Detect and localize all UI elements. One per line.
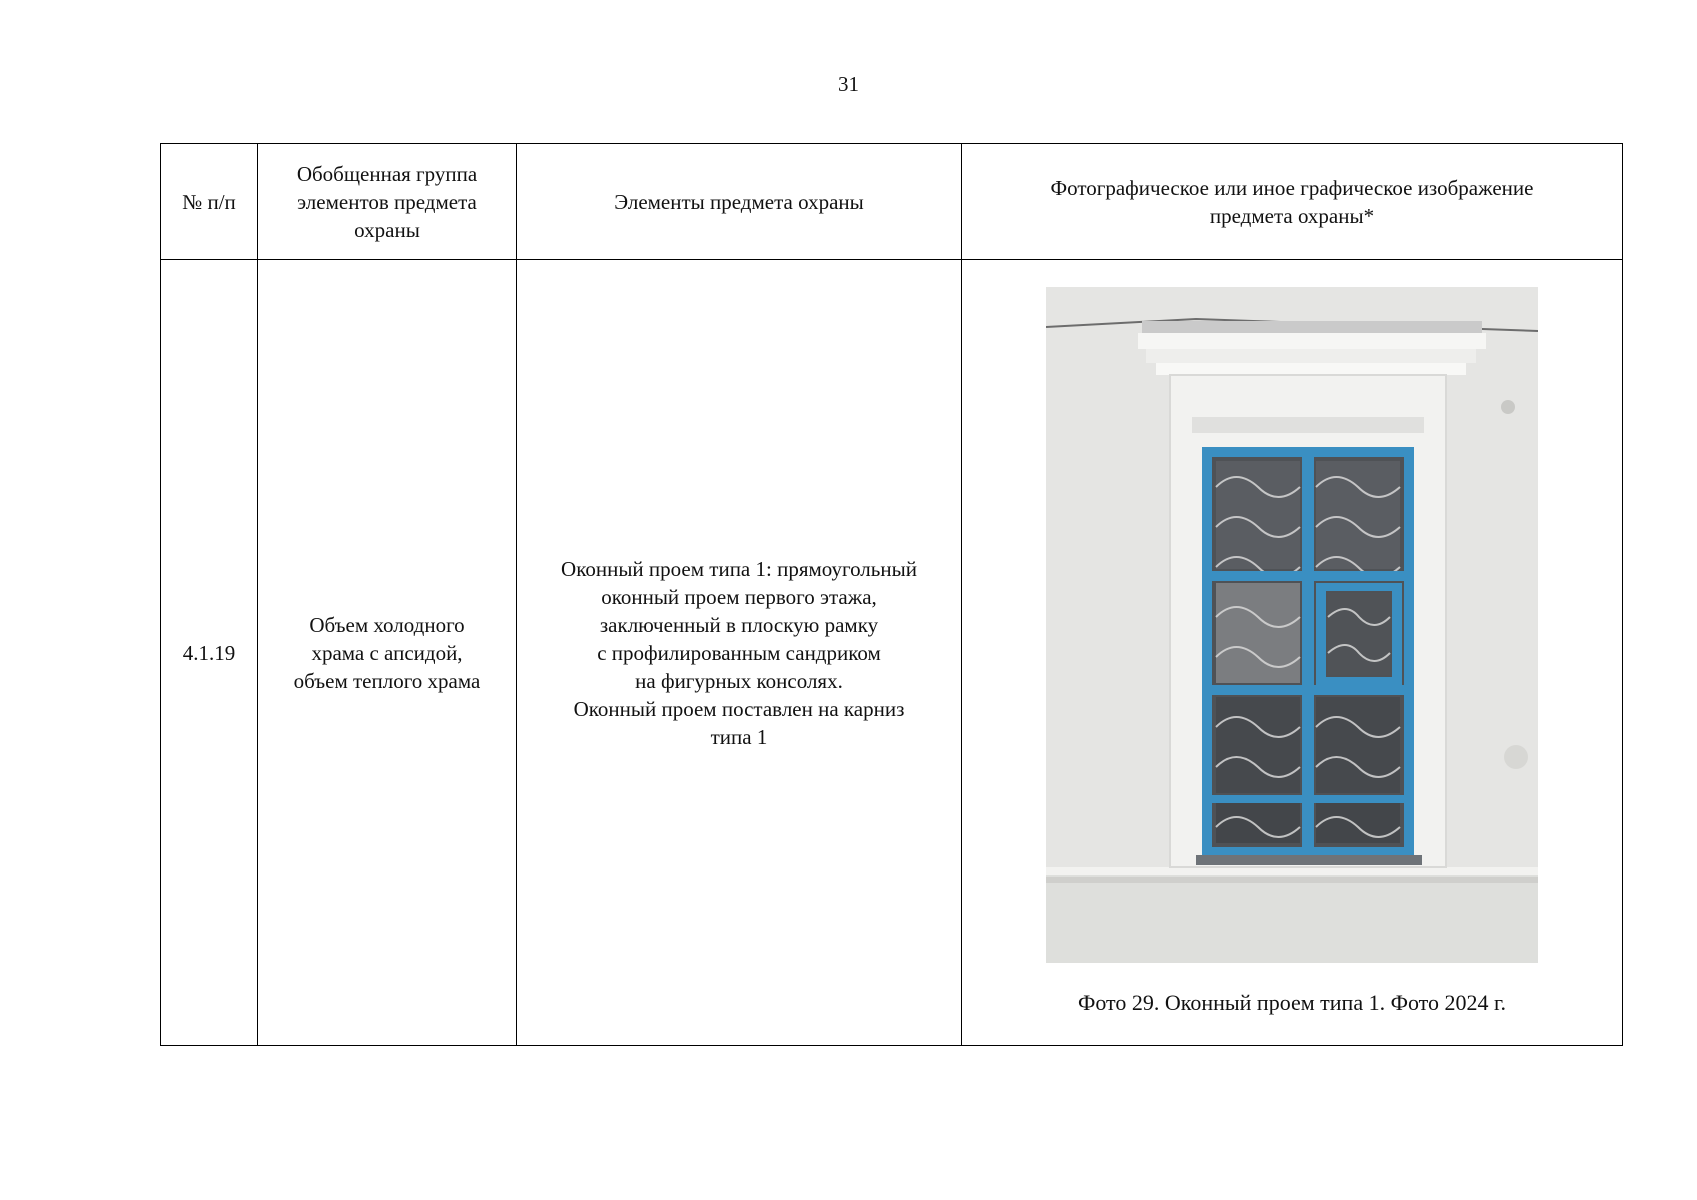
header-group: Обобщенная группа элементов предмета охраны — [258, 144, 517, 260]
table-row — [161, 260, 1623, 1046]
protection-table — [160, 143, 1623, 1046]
photo-caption: Фото 29. Оконный проем типа 1. Фото 2024 г. — [1077, 990, 1507, 1015]
row-group: Объем холодного храма с апсидой, объем теплого храма — [258, 260, 517, 1046]
window-photo-image — [1046, 287, 1538, 963]
header-number: № п/п — [161, 144, 258, 260]
table-header-row — [161, 144, 1623, 260]
row-number: 4.1.19 — [161, 260, 258, 1046]
window-photo — [1046, 287, 1538, 963]
page-number: 31 — [838, 72, 859, 96]
row-elements: Оконный проем типа 1: прямоугольный оконный проем первого этажа, заключенный в плоскую рамку с профилированным сандриком на фигурных консолях. Оконный проем поставлен на карниз типа 1 — [517, 260, 962, 1046]
header-elements: Элементы предмета охраны — [517, 144, 962, 260]
row-photo-cell — [962, 260, 1623, 1046]
header-photo: Фотографическое или иное графическое изображение предмета охраны* — [962, 144, 1623, 260]
